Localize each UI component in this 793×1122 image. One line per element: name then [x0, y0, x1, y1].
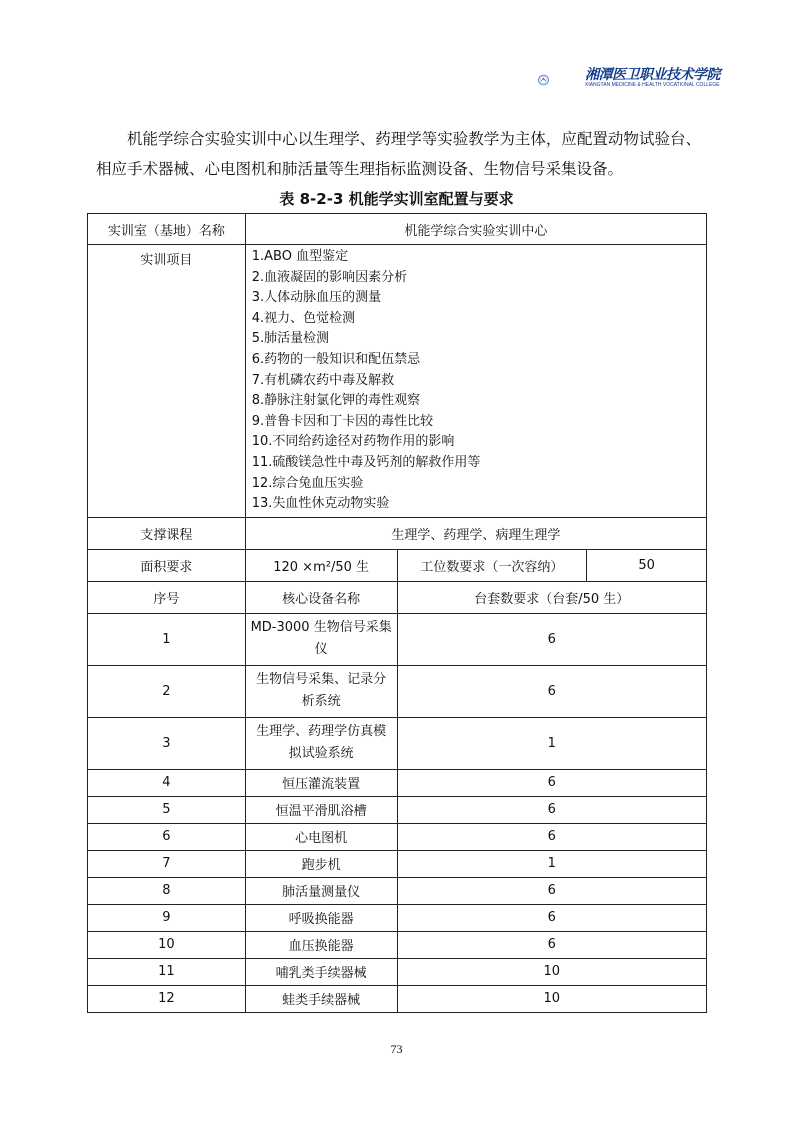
row-no: 12 [88, 985, 246, 1012]
row-equip: 恒压灌流装置 [245, 769, 397, 796]
table-row [88, 985, 707, 1012]
row-equip: 生理学、药理学仿真模拟试验系统 [245, 717, 397, 769]
row-no: 3 [88, 717, 246, 769]
row-no: 8 [88, 877, 246, 904]
table-row [88, 823, 707, 850]
list-item: 13.失血性休克动物实验 [251, 496, 390, 512]
list-item: 12.综合兔血压实验 [251, 475, 364, 491]
list-item: 10.不同给药途径对药物作用的影响 [251, 434, 455, 450]
row-no: 5 [88, 796, 246, 823]
area-value: 120 ×m²/50 生 [245, 549, 397, 581]
row-qty: 6 [397, 904, 706, 931]
row-qty: 6 [397, 823, 706, 850]
page-number: 73 [390, 1042, 403, 1056]
row-no: 6 [88, 823, 246, 850]
row-qty: 10 [397, 985, 706, 1012]
row-qty: 1 [397, 850, 706, 877]
items-label: 实训项目 [88, 245, 246, 518]
list-item: 2.血液凝固的影响因素分析 [251, 269, 408, 285]
row-qty: 6 [397, 931, 706, 958]
table-row [88, 613, 707, 665]
table-caption: 表 8-2-3 机能学实训室配置与要求 [279, 190, 514, 208]
row-no: 4 [88, 769, 246, 796]
row-equip: 肺活量测量仪 [245, 877, 397, 904]
table-row [88, 850, 707, 877]
row-equip: 恒温平滑肌浴槽 [245, 796, 397, 823]
row-equip: 呼吸换能器 [245, 904, 397, 931]
table-row [88, 769, 707, 796]
row-no: 1 [88, 613, 246, 665]
college-logo-icon [538, 58, 582, 102]
list-item: 4.视力、色觉检测 [251, 310, 356, 326]
row-qty: 6 [397, 665, 706, 717]
table-row [88, 665, 707, 717]
table-row [88, 931, 707, 958]
table-row [88, 796, 707, 823]
list-item: 9.普鲁卡因和丁卡因的毒性比较 [251, 413, 434, 429]
room-value: 机能学综合实验实训中心 [245, 214, 706, 245]
table-row [88, 958, 707, 985]
row-equip: 血压换能器 [245, 931, 397, 958]
course-label: 支撑课程 [88, 517, 246, 549]
row-qty: 6 [397, 877, 706, 904]
lab-config-table [87, 213, 707, 1013]
row-qty: 6 [397, 769, 706, 796]
list-item: 6.药物的一般知识和配伍禁忌 [251, 351, 421, 367]
row-equip: 心电图机 [245, 823, 397, 850]
row-no: 9 [88, 904, 246, 931]
row-equip: 哺乳类手续器械 [245, 958, 397, 985]
col-header-equip: 核心设备名称 [245, 581, 397, 613]
station-value: 50 [587, 549, 707, 581]
list-item: 1.ABO 血型鉴定 [251, 249, 349, 264]
table-row [88, 877, 707, 904]
area-label: 面积要求 [88, 549, 246, 581]
items-list [245, 245, 706, 518]
list-item: 7.有机磷农药中毒及解救 [251, 372, 395, 388]
row-no: 2 [88, 665, 246, 717]
row-equip: 生物信号采集、记录分析系统 [245, 665, 397, 717]
row-no: 7 [88, 850, 246, 877]
row-equip: MD-3000 生物信号采集仪 [245, 613, 397, 665]
row-qty: 6 [397, 613, 706, 665]
row-equip: 蛙类手续器械 [245, 985, 397, 1012]
row-equip: 跑步机 [245, 850, 397, 877]
room-label: 实训室（基地）名称 [88, 214, 246, 245]
table-row [88, 717, 707, 769]
row-no: 10 [88, 931, 246, 958]
row-qty: 6 [397, 796, 706, 823]
course-value: 生理学、药理学、病理生理学 [245, 517, 706, 549]
table-row [88, 904, 707, 931]
row-no: 11 [88, 958, 246, 985]
intro-paragraph: 机能学综合实验实训中心以生理学、药理学等实验教学为主体，应配置动物试验台、相应手术器械、心电图机和肺活量等生理指标监测设备、生物信号采集设备。 [96, 130, 701, 178]
college-name: 湘潭医卫职业技术学院 [585, 68, 720, 83]
list-item: 5.肺活量检测 [251, 331, 330, 347]
list-item: 8.静脉注射氯化钾的毒性观察 [251, 393, 421, 409]
list-item: 11.硫酸镁急性中毒及钙剂的解救作用等 [251, 454, 481, 470]
list-item: 3.人体动脉血压的测量 [251, 290, 382, 306]
col-header-qty: 台套数要求（台套/50 生） [397, 581, 706, 613]
station-label: 工位数要求（一次容纳） [397, 549, 587, 581]
college-name-en: XIANGTAN MEDICINE & HEALTH VOCATIONAL COLLEGE [585, 82, 720, 88]
row-qty: 10 [397, 958, 706, 985]
row-qty: 1 [397, 717, 706, 769]
col-header-no: 序号 [88, 581, 246, 613]
